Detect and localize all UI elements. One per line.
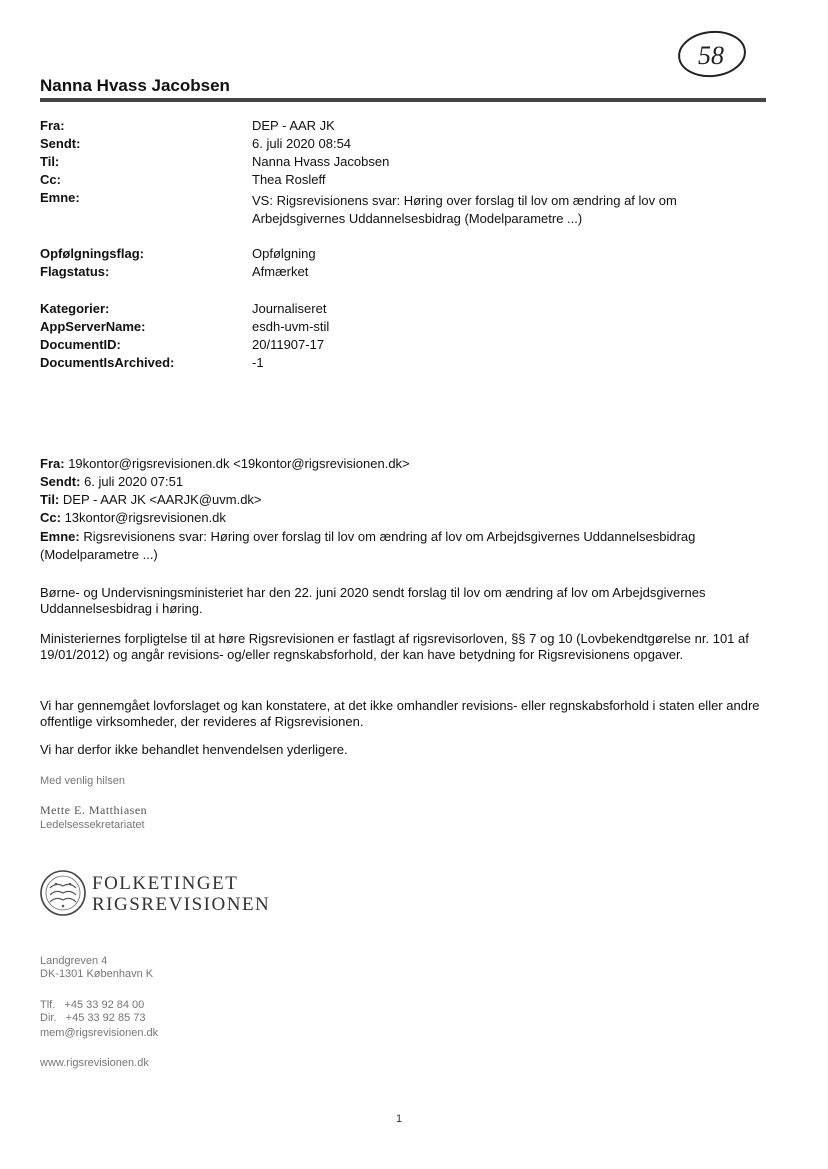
header-rule xyxy=(40,98,766,102)
forwarded-til xyxy=(40,492,770,508)
header-label-flag: Opfølgningsflag: xyxy=(40,246,144,261)
header-value-flagstatus: Afmærket xyxy=(252,264,309,279)
header-label-appserver: AppServerName: xyxy=(40,319,146,334)
contact-dir: Dir. +45 33 92 85 73 xyxy=(40,1012,146,1024)
page-number: 1 xyxy=(396,1113,403,1125)
forwarded-emne-value: Rigsrevisionens svar: Høring over forslag til lov om ændring af lov om Arbejdsgivernes Uddannelsesbidrag (Modelparametre ...) xyxy=(40,529,696,562)
forwarded-fra-label: Fra: xyxy=(40,456,65,471)
forwarded-cc xyxy=(40,510,770,526)
owner-name: Nanna Hvass Jacobsen xyxy=(40,76,230,95)
header-label-fra: Fra: xyxy=(40,118,65,133)
forwarded-sendt-value: 6. juli 2020 07:51 xyxy=(84,474,184,489)
signature-greeting: Med venlig hilsen xyxy=(40,775,125,787)
header-label-archived: DocumentIsArchived: xyxy=(40,355,175,370)
header-value-archived: -1 xyxy=(252,355,264,370)
body-paragraph-4: Vi har derfor ikke behandlet henvendelsen yderligere. xyxy=(40,742,348,757)
stamp-number: 58 xyxy=(698,41,724,70)
forwarded-til-label: Til: xyxy=(40,492,60,507)
forwarded-emne xyxy=(40,528,770,564)
header-label-kategorier: Kategorier: xyxy=(40,301,110,316)
header-value-documentid: 20/11907-17 xyxy=(252,337,325,352)
header-label-cc: Cc: xyxy=(40,172,61,187)
header-value-kategorier: Journaliseret xyxy=(252,301,327,316)
logo-line-2: RIGSREVISIONEN xyxy=(92,894,271,915)
page-stamp xyxy=(676,28,748,80)
stamp-circle-icon xyxy=(676,28,748,80)
forwarded-fra-value: 19kontor@rigsrevisionen.dk <19kontor@rigsrevisionen.dk> xyxy=(68,456,410,471)
rigsrevisionen-seal-icon xyxy=(38,868,88,918)
header-label-til: Til: xyxy=(40,154,60,169)
header-value-sendt: 6. juli 2020 08:54 xyxy=(252,136,352,151)
contact-address-1: Landgreven 4 xyxy=(40,955,108,967)
header-value-fra: DEP - AAR JK xyxy=(252,118,335,133)
header-label-sendt: Sendt: xyxy=(40,136,81,151)
body-paragraph-3: Vi har gennemgået lovforslaget og kan konstatere, at det ikke omhandler revisions- eller regnskabsforhold i staten eller andre offentlige virksomheder, der revideres af Rigsrevisionen. xyxy=(40,698,760,729)
header-label-flagstatus: Flagstatus: xyxy=(40,264,110,279)
forwarded-cc-value: 13kontor@rigsrevisionen.dk xyxy=(64,510,226,525)
header-value-flag: Opfølgning xyxy=(252,246,316,261)
forwarded-sendt xyxy=(40,474,770,490)
contact-address-2: DK-1301 København K xyxy=(40,968,154,980)
logo-line-1: FOLKETINGET xyxy=(92,873,239,894)
header-value-emne: VS: Rigsrevisionens svar: Høring over forslag til lov om ændring af lov om Arbejdsgivernes Uddannelsesbidrag (Modelparametre ...) xyxy=(252,193,677,226)
body-paragraph-2: Ministeriernes forpligtelse til at høre Rigsrevisionen er fastlagt af rigsrevisorloven, §§ 7 og 10 (Lovbekendtgørelse nr. 101 af 19/01/2012) og angår revisions- og/eller regnskabsforhold, der kan have betydning for Rigsrevisionens opgaver. xyxy=(40,631,749,662)
body-paragraph-1: Børne- og Undervisningsministeriet har den 22. juni 2020 sendt forslag til lov om ændring af lov om Arbejdsgivernes Uddannelsesbidrag i høring. xyxy=(40,585,706,616)
signature-name: Mette E. Matthiasen xyxy=(40,803,148,817)
forwarded-sendt-label: Sendt: xyxy=(40,474,81,489)
forwarded-emne-label: Emne: xyxy=(40,529,80,544)
header-label-emne: Emne: xyxy=(40,190,80,205)
contact-tlf: Tlf. +45 33 92 84 00 xyxy=(40,999,145,1011)
signature-department: Ledelsessekretariatet xyxy=(40,819,145,831)
contact-email: mem@rigsrevisionen.dk xyxy=(40,1027,159,1039)
header-value-cc: Thea Rosleff xyxy=(252,172,326,187)
forwarded-cc-label: Cc: xyxy=(40,510,61,525)
header-value-til: Nanna Hvass Jacobsen xyxy=(252,154,390,169)
forwarded-fra xyxy=(40,456,770,472)
contact-web: www.rigsrevisionen.dk xyxy=(40,1057,149,1069)
forwarded-til-value: DEP - AAR JK <AARJK@uvm.dk> xyxy=(62,492,262,507)
header-value-appserver: esdh-uvm-stil xyxy=(252,319,330,334)
header-label-documentid: DocumentID: xyxy=(40,337,121,352)
